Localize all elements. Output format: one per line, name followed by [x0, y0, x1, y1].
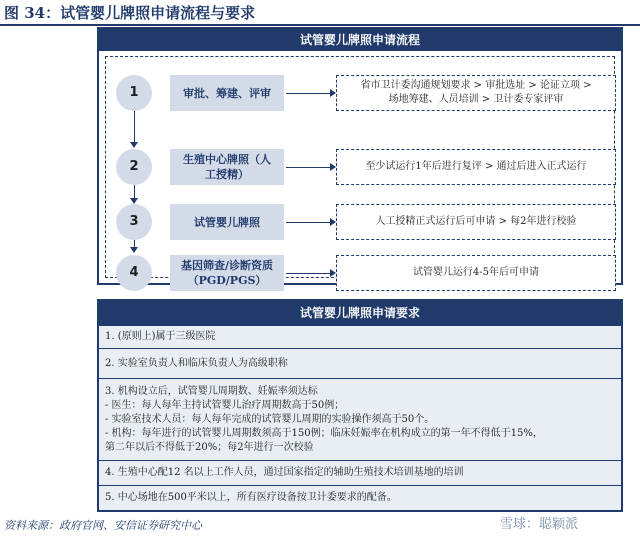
source-note: 资料来源：政府官网、安信证券研究中心 [4, 519, 202, 532]
step-desc-1 [336, 75, 616, 111]
requirement-line: 3. 机构设立后，试管婴儿周期数、妊娠率须达标 [105, 385, 318, 397]
step-label-line: 基因筛查/诊断资质 [180, 259, 274, 272]
step-number-2: 2 [116, 149, 152, 185]
down-arrow-icon [130, 142, 138, 148]
requirement-item [99, 485, 621, 510]
step-desc-line: 人工授精正式运行后可申请 > 每2年进行校验 [375, 216, 577, 227]
step-desc-line: 省市卫计委沟通规划要求 > 审批选址 > 论证立项 > [360, 80, 592, 91]
figure-title: 图 34：试管婴儿牌照申请流程与要求 [4, 4, 256, 22]
requirement-item [99, 325, 621, 348]
connector-line [286, 222, 332, 223]
requirement-line: 5. 中心场地在500平米以上，所有医疗设备按卫计委要求的配备。 [105, 492, 397, 503]
requirement-line: - 机构：每年进行的试管婴儿周期数须高于150例；临床妊娠率在机构成立的第一年不得低于15%， [105, 427, 543, 439]
step-label-line: （PGD/PGS） [187, 274, 267, 287]
requirement-line: 1. (原则上)属于三级医院 [105, 331, 216, 342]
requirement-line: - 实验室技术人员：每人每年完成的试管婴儿周期的实验操作须高于50个。 [105, 413, 435, 425]
flow-header: 试管婴儿牌照申请流程 [99, 29, 621, 51]
step-desc-line: 至少试运行1年后进行复评 > 通过后进入正式运行 [365, 161, 587, 172]
connector-line [286, 273, 332, 274]
step-desc-2 [336, 149, 616, 185]
requirement-line: 4. 生殖中心配12 名以上工作人员，通过国家指定的辅助生殖技术培训基地的培训 [105, 467, 464, 478]
step-desc-4 [336, 255, 616, 291]
requirement-line: - 医生：每人每年主持试管婴儿治疗周期数高于50例； [105, 399, 345, 411]
step-desc-line: 试管婴儿运行4-5年后可申请 [412, 267, 540, 278]
connector-line [286, 167, 332, 168]
requirement-item [99, 348, 621, 378]
step-label-line: 生殖中心牌照（人 [183, 153, 271, 166]
requirement-item [99, 460, 621, 485]
step-label-3 [170, 204, 284, 240]
requirement-line: 第二年以后不得低于20%；每2年进行一次校验 [105, 441, 314, 453]
step-label-line: 工授精） [205, 168, 249, 181]
requirements-panel [97, 299, 623, 512]
application-flow-panel [97, 27, 623, 285]
requirement-item [99, 378, 621, 460]
step-desc-line: 场地筹建、人员培训 > 卫计委专家评审 [388, 94, 564, 105]
flow-dashed-frame [105, 56, 615, 287]
step-label-line: 试管婴儿牌照 [194, 215, 260, 229]
requirements-header: 试管婴儿牌照申请要求 [99, 301, 621, 325]
step-label-2 [170, 149, 284, 185]
step-label-4 [170, 255, 284, 291]
step-label-line: 审批、筹建、评审 [183, 86, 271, 100]
step-number-3: 3 [116, 204, 152, 240]
watermark-text: 雪球：聪颖派 [500, 517, 579, 532]
connector-line [134, 111, 135, 143]
step-number-1: 1 [116, 75, 152, 111]
requirement-line: 2. 实验室负责人和临床负责人为高级职称 [105, 357, 288, 369]
step-label-1 [170, 75, 284, 111]
step-number-4: 4 [116, 255, 152, 291]
step-desc-3 [336, 204, 616, 240]
down-arrow-icon [130, 247, 138, 253]
title-divider [0, 24, 640, 26]
connector-line [286, 93, 332, 94]
